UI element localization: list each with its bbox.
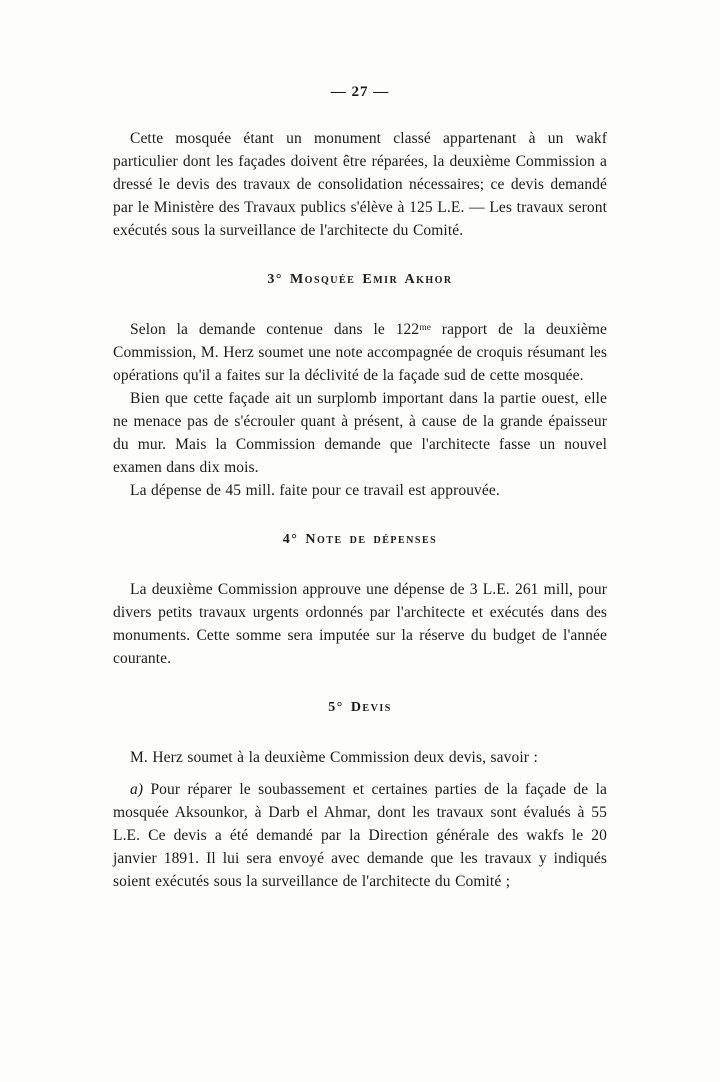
paragraph-section4-1: La deuxième Commission approuve une dépense de 3 L.E. 261 mill, pour divers petits travaux urgents ordonnés par l'architecte et exécutés dans des monuments. Cette somme sera imputée sur la réserve du budget de l'année courante. [113,581,607,667]
item-a-text: Pour réparer le soubassement et certaines parties de la façade de la mosquée Aksounkor, à Darb el Ahmar, dont les travaux sont évalués à 55 L.E. Ce devis a été demandé par la Direction générale des wakfs le 20 janvier 1891. Il lui sera envoyé avec demande que les travaux y indiqués soient exécutés sous la surveillance de l'architecte du Comité ; [113,781,607,890]
paragraph-section3-3: La dépense de 45 mill. faite pour ce travail est approuvée. [130,482,500,499]
paragraph-section5-1: M. Herz soumet à la deuxième Commission deux devis, savoir : [130,749,538,766]
paragraph-section5-item-a [113,778,607,893]
section-heading-4-note-de-depenses: 4° Note de dépenses [282,532,438,547]
section-heading-5-devis: 5° Devis [328,700,392,715]
item-a-label: a) [130,781,151,798]
text-block [113,0,607,893]
paragraph-section3-1: Selon la demande contenue dans le 122ᵐᵉ rapport de la deuxième Commission, M. Herz soumet une note accompagnée de croquis résumant les opérations qu'il a faites sur la déclivité de la façade sud de cette mosquée. [113,321,607,384]
paragraph-section3-2: Bien que cette façade ait un surplomb important dans la partie ouest, elle ne menace pas de s'écrouler quant à présent, à cause de la grande épaisseur du mur. Mais la Commission demande que l'architecte fasse un nouvel examen dans dix mois. [113,390,607,476]
paragraph-intro: Cette mosquée étant un monument classé appartenant à un wakf particulier dont les façades doivent être réparées, la deuxième Commission a dressé le devis des travaux de consolidation nécessaires; ce devis demandé par le Ministère des Travaux publics s'élève à 125 L.E. — Les travaux seront exécutés sous la surveillance de l'architecte du Comité. [113,130,607,239]
page-number: — 27 — [330,84,390,100]
section-heading-3-mosquee-emir-akhor: 3° Mosquée Emir Akhor [267,272,453,287]
